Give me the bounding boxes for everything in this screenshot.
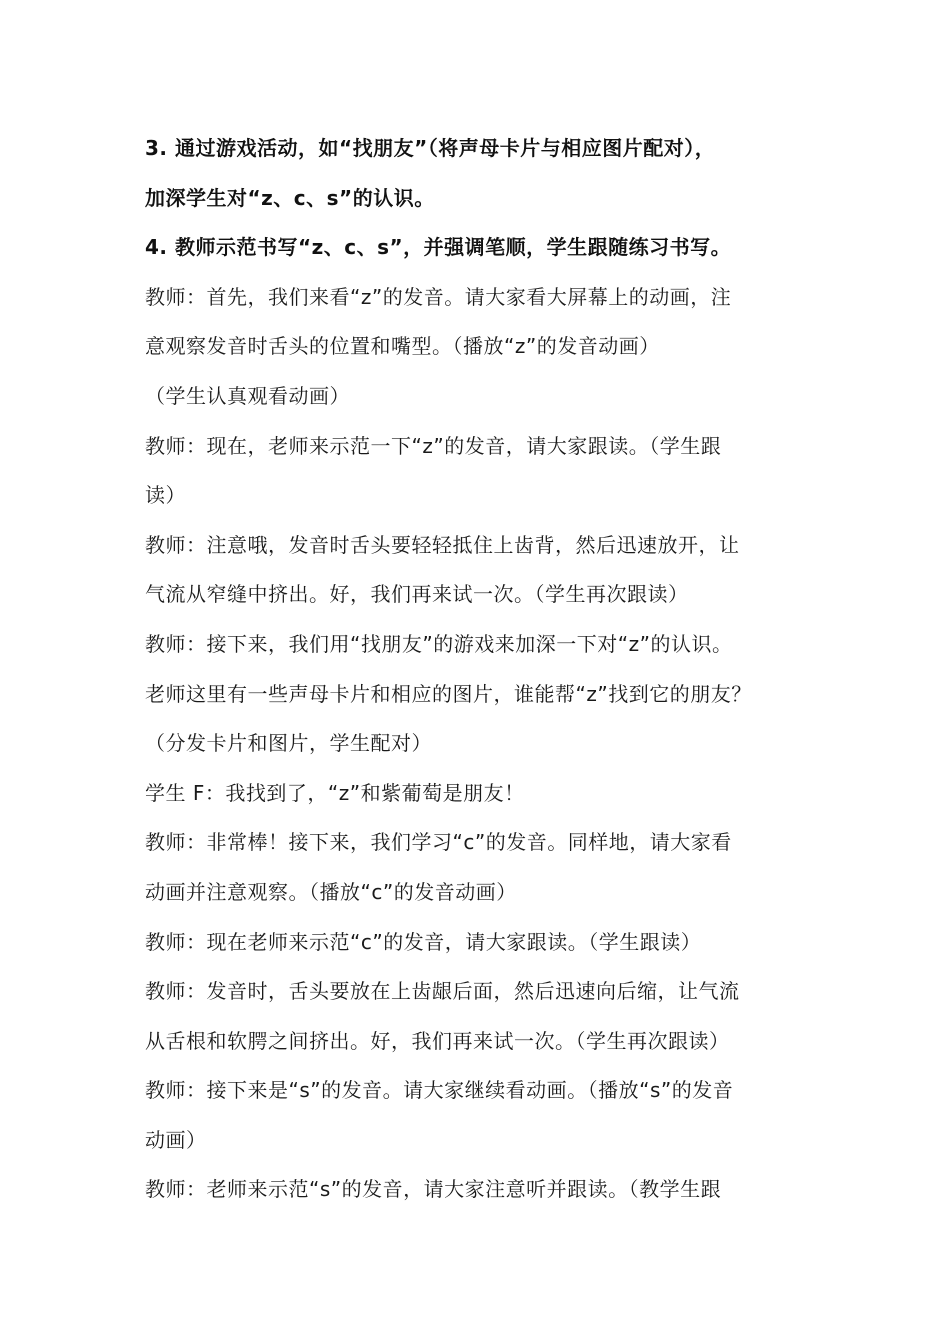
text-line: 动画并注意观察。（播放“c”的发音动画） — [145, 879, 517, 904]
text-line: 教师：接下来，我们用“找朋友”的游戏来加深一下对“z”的认识。 — [145, 631, 733, 656]
text-line: 从舌根和软腭之间挤出。好，我们再来试一次。（学生再次跟读） — [145, 1028, 730, 1053]
text-line: 教师：发音时，舌头要放在上齿龈后面，然后迅速向后缩，让气流 — [145, 979, 740, 1004]
text-line: 教师：注意哦，发音时舌头要轻轻抵住上齿背，然后迅速放开，让 — [145, 532, 740, 557]
text-line: 加深学生对“z、c、s”的认识。 — [145, 185, 435, 210]
document-body — [145, 124, 835, 1215]
text-line: 教师：现在老师来示范“c”的发音，请大家跟读。（学生跟读） — [145, 929, 702, 954]
text-line: 教师：首先，我们来看“z”的发音。请大家看大屏幕上的动画，注 — [145, 284, 732, 309]
text-line: 3. 通过游戏活动，如“找朋友”（将声母卡片与相应图片配对）， — [145, 136, 716, 160]
text-line: 4. 教师示范书写“z、c、s”，并强调笔顺，学生跟随练习书写。 — [145, 235, 732, 260]
text-line: 教师：非常棒！接下来，我们学习“c”的发音。同样地，请大家看 — [145, 830, 732, 855]
text-line: 教师：老师来示范“s”的发音，请大家注意听并跟读。（教学生跟 — [145, 1177, 722, 1202]
text-line: 教师：接下来是“s”的发音。请大家继续看动画。（播放“s”的发音 — [145, 1078, 734, 1103]
text-line: （分发卡片和图片，学生配对） — [145, 731, 432, 756]
text-line: 动画） — [145, 1127, 207, 1152]
text-line: 读） — [145, 483, 186, 508]
text-line: （学生认真观看动画） — [145, 383, 350, 408]
text-line: 气流从窄缝中挤出。好，我们再来试一次。（学生再次跟读） — [145, 582, 689, 607]
text-line: 教师：现在，老师来示范一下“z”的发音，请大家跟读。（学生跟 — [145, 433, 722, 458]
text-line: 意观察发音时舌头的位置和嘴型。（播放“z”的发音动画） — [145, 334, 660, 359]
text-line: 老师这里有一些声母卡片和相应的图片，谁能帮“z”找到它的朋友？ — [145, 681, 752, 706]
text-line: 学生 F：我找到了，“z”和紫葡萄是朋友！ — [145, 780, 525, 805]
